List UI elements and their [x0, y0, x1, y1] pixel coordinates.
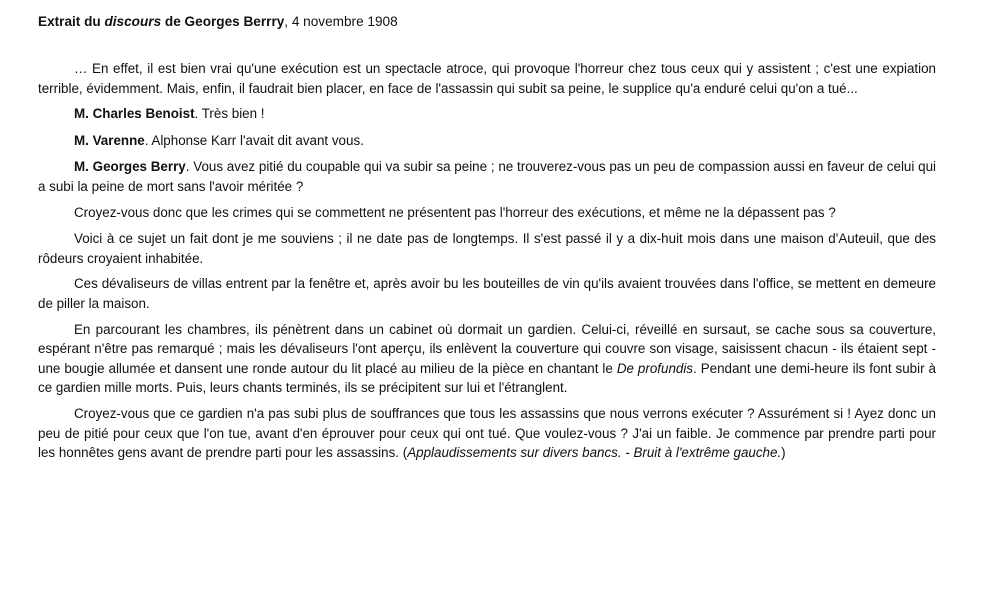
speech-text: . Pendant une demi-heure ils font subir à ce gardien mille morts. Puis, leurs chants terminés, ils se précipitent sur lui et l'étranglent.	[38, 360, 936, 396]
speech-text: Croyez-vous que ce gardien n'a pas subi plus de souffrances que tous les assassins que nous verrons exécuter ? Assurément si ! Ayez donc un peu de pitié pour ceux que l'on tue, avant d'en éprouver pour ceux qui ont tué. Que voulez-vous ? J'ai un faible. Je commence par prendre parti pour les honnêtes gens avant de prendre parti pour les assassins. (	[38, 405, 936, 461]
document-title	[38, 12, 398, 32]
speech-text: . Alphonse Karr l'avait dit avant vous.	[144, 132, 364, 148]
speaker-name: M. Varenne	[74, 132, 145, 148]
title-discours-word: discours	[104, 14, 162, 29]
document-body	[38, 59, 936, 470]
paragraph-1: … En effet, il est bien vrai qu'une exécution est un spectacle atroce, qui provoque l'horreur chez tous ceux qui y assistent ; c'est une expiation terrible, évidemment. Mais, enfin, il faudrait bien placer, en face de l'assassin qui subit sa peine, le supplice qu'a enduré celui qu'on a tué...	[38, 61, 936, 96]
speech-text: En parcourant les chambres, ils pénètrent dans un cabinet où dormait un gardien. Celui-ci, réveillé en sursaut, se cache sous sa couverture, espérant n'être pas remarqué ; mais les dévaliseurs l'ont aperçu, ils enlèvent la couverture qui couvre son visage, saisissent chacun - ils étaient sept - une bougie allumée et dansent une ronde autour du lit placé au milieu de la pièce en chantant le	[38, 321, 936, 376]
speaker-name: M. Georges Berry	[74, 159, 186, 175]
speech-text: . Très bien !	[194, 106, 265, 122]
paragraph-6: Voici à ce sujet un fait dont je me souviens ; il ne date pas de longtemps. Il s'est passé il y a dix-huit mois dans une maison d'Auteuil, que des rôdeurs croyaient inhabitée.	[38, 231, 936, 266]
stage-direction: Applaudissements sur divers bancs. - Bruit à l'extrême gauche.	[407, 445, 782, 461]
paragraph-5: Croyez-vous donc que les crimes qui se commettent ne présentent pas l'horreur des exécutions, et même ne la dépassent pas ?	[74, 204, 836, 220]
title-prefix: Extrait du	[38, 14, 105, 29]
paragraph-3	[38, 131, 936, 151]
speech-text: . Vous avez pitié du coupable qui va subir sa peine ; ne trouverez-vous pas un peu de compassion aussi en faveur de celui qui a subi la peine de mort sans l'avoir méritée ?	[38, 159, 936, 194]
paragraph-9	[38, 404, 936, 463]
speaker-name: M. Charles Benoist	[74, 106, 195, 122]
italic-title: De profundis	[616, 360, 694, 376]
paragraph-2	[38, 104, 936, 124]
paragraph-8	[38, 320, 936, 398]
title-author: de Georges Berrry	[161, 14, 285, 29]
title-date: , 4 novembre 1908	[284, 14, 398, 29]
speech-text: )	[781, 445, 786, 461]
paragraph-4	[38, 157, 936, 196]
paragraph-7: Ces dévaliseurs de villas entrent par la fenêtre et, après avoir bu les bouteilles de vin qu'ils avaient trouvées dans l'office, se mettent en demeure de piller la maison.	[38, 276, 936, 311]
